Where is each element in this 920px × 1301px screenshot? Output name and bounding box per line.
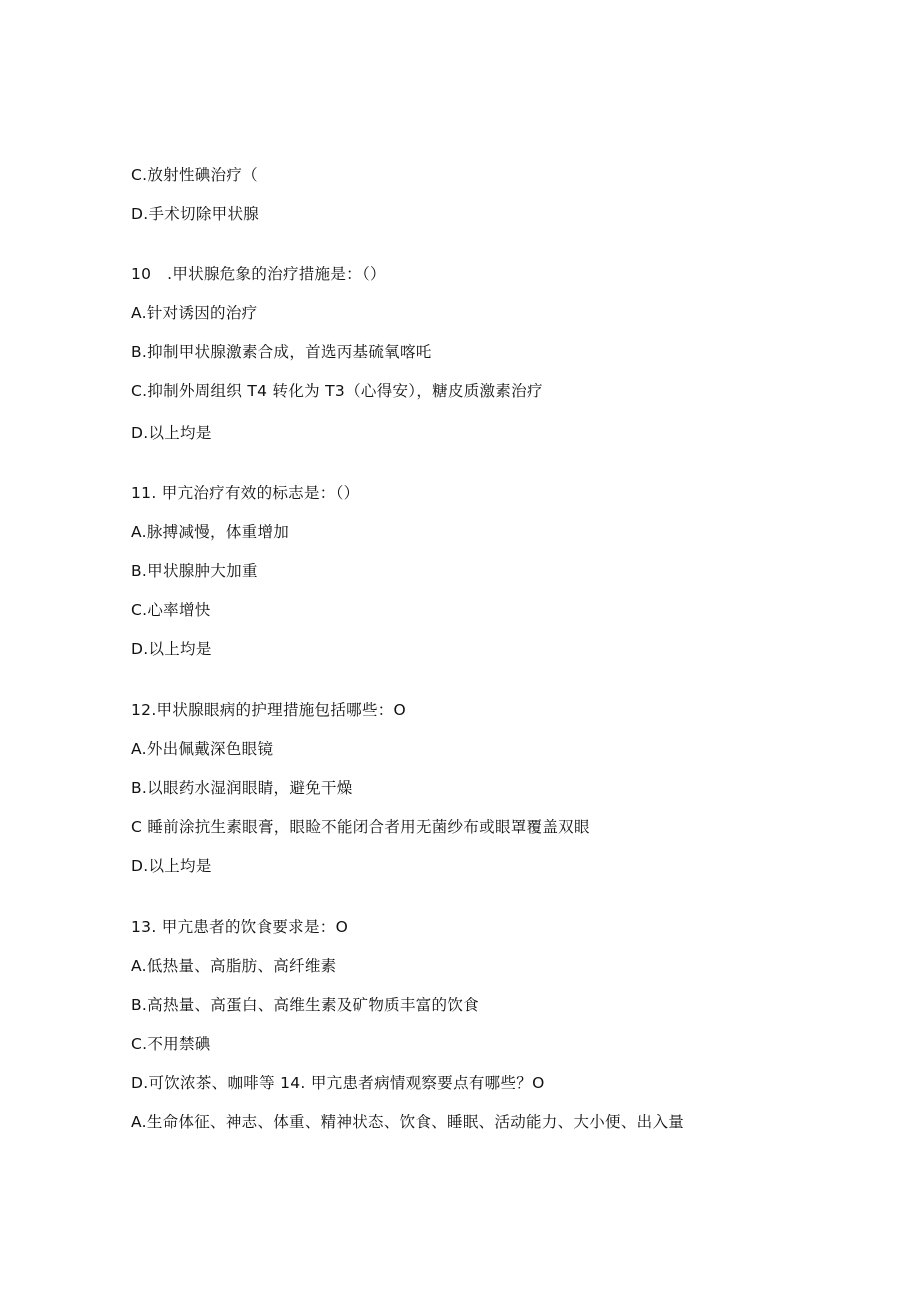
q10-option-c: C.抑制外周组织 T4 转化为 T3（心得安），糖皮质激素治疗 <box>131 382 543 400</box>
q13-option-d-and-question-14: D.可饮浓茶、咖啡等 14. 甲亢患者病情观察要点有哪些？O <box>131 1074 545 1092</box>
q10-option-d: D.以上均是 <box>131 424 212 442</box>
q11-option-b: B.甲状腺肿大加重 <box>131 562 258 580</box>
q13-option-a: A.低热量、高脂肪、高纤维素 <box>131 957 337 975</box>
q12-option-b: B.以眼药水湿润眼睛，避免干燥 <box>131 779 353 797</box>
question-11: 11. 甲亢治疗有效的标志是：（） <box>131 484 360 502</box>
q14-option-a: A.生命体征、神志、体重、精神状态、饮食、睡眠、活动能力、大小便、出入量 <box>131 1113 685 1131</box>
option-c-radioactive-iodine: C.放射性碘治疗（ <box>131 166 258 184</box>
q11-option-d: D.以上均是 <box>131 640 212 658</box>
q13-option-c: C.不用禁碘 <box>131 1035 211 1053</box>
question-13: 13. 甲亢患者的饮食要求是：O <box>131 918 349 936</box>
q11-option-c: C.心率增快 <box>131 601 211 619</box>
question-12: 12.甲状腺眼病的护理措施包括哪些：O <box>131 701 407 719</box>
q12-option-d: D.以上均是 <box>131 857 212 875</box>
q10-option-b: B.抑制甲状腺激素合成，首选丙基硫氧喀吒 <box>131 343 432 361</box>
q12-option-a: A.外出佩戴深色眼镜 <box>131 740 274 758</box>
q13-option-b: B.高热量、高蛋白、高维生素及矿物质丰富的饮食 <box>131 996 479 1014</box>
q11-option-a: A.脉搏减慢，体重增加 <box>131 523 290 541</box>
q12-option-c: C 睡前涂抗生素眼膏，眼睑不能闭合者用无菌纱布或眼罩覆盖双眼 <box>131 818 590 836</box>
question-10: 10 .甲状腺危象的治疗措施是：（） <box>131 265 386 283</box>
option-d-thyroidectomy: D.手术切除甲状腺 <box>131 205 260 223</box>
q10-option-a: A.针对诱因的治疗 <box>131 304 258 322</box>
